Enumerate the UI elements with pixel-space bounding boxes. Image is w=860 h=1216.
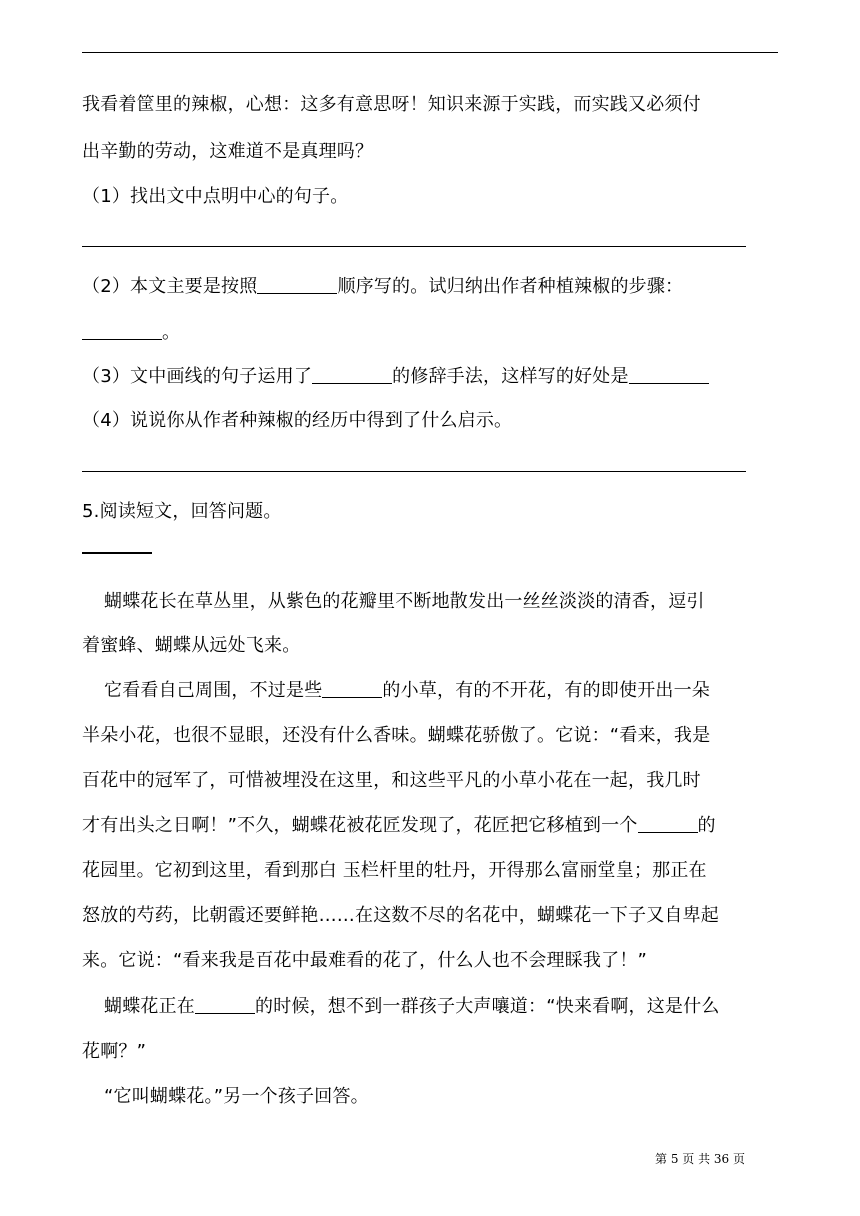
question-1: （1）找出文中点明中心的句子。 xyxy=(82,186,349,207)
paragraph-line: 花园里。它初到这里，看到那白 玉栏杆里的牡丹，开得那么富丽堂皇；那正在 xyxy=(82,860,707,881)
fill-blank[interactable] xyxy=(629,365,709,384)
question-3-text-b: 的修辞手法，这样写的好处是 xyxy=(392,366,629,387)
paragraph-line: 花啊？” xyxy=(82,1041,147,1062)
paragraph-line: 来。它说：“看来我是百花中最难看的花了，什么人也不会理睬我了！” xyxy=(82,950,648,971)
paragraph-line: 蝴蝶花长在草丛里，从紫色的花瓣里不断地散发出一丝丝淡淡的清香，逗引 xyxy=(104,591,705,612)
fill-blank[interactable] xyxy=(638,814,698,833)
text-line: 出辛勤的劳动，这难道不是真理吗？ xyxy=(82,141,374,162)
paragraph-text: 蝴蝶花正在 xyxy=(104,996,195,1017)
answer-line-4 xyxy=(82,471,746,472)
text-line: 我看着筐里的辣椒，心想：这多有意思呀！知识来源于实践，而实践又必须付 xyxy=(82,94,701,115)
question-2-text-a: （2）本文主要是按照 xyxy=(82,276,258,297)
paragraph-text: 的 xyxy=(697,815,716,836)
question-2 xyxy=(82,275,683,299)
section-5-heading: 5.阅读短文，回答问题。 xyxy=(82,501,282,522)
paragraph-text: 它看看自己周围，不过是些 xyxy=(104,680,323,701)
paragraph-line: “它叫蝴蝶花。”另一个孩子回答。 xyxy=(104,1086,369,1107)
paragraph-text: 的小草，有的不开花，有的即使开出一朵 xyxy=(382,680,711,701)
paragraph-text: 才有出头之日啊！”不久，蝴蝶花被花匠发现了，花匠把它移植到一个 xyxy=(82,815,638,836)
paragraph-line xyxy=(82,814,716,838)
question-4: （4）说说你从作者种辣椒的经历中得到了什么启示。 xyxy=(82,410,513,431)
fill-blank[interactable] xyxy=(82,321,162,340)
fill-blank[interactable] xyxy=(257,275,337,294)
paragraph-line xyxy=(104,679,710,703)
header-rule xyxy=(82,52,778,53)
paragraph-line xyxy=(104,995,720,1019)
paragraph-line: 半朵小花，也很不显眼，还没有什么香味。蝴蝶花骄傲了。它说：“看来，我是 xyxy=(82,725,711,746)
question-2-continued xyxy=(82,321,180,345)
question-3-text-a: （3）文中画线的句子运用了 xyxy=(82,366,313,387)
fill-blank[interactable] xyxy=(312,365,392,384)
paragraph-line: 着蜜蜂、蝴蝶从远处飞来。 xyxy=(82,635,301,656)
paragraph-line: 怒放的芍药，比朝霞还要鲜艳……在这数不尽的名花中，蝴蝶花一下子又自卑起 xyxy=(82,905,719,926)
question-3 xyxy=(82,365,709,389)
paragraph-text: 的时候，想不到一群孩子大声嚷道：“快来看啊，这是什么 xyxy=(255,996,720,1017)
fill-blank[interactable] xyxy=(195,995,255,1014)
page-footer: 第 5 页 共 36 页 xyxy=(655,1152,745,1166)
fill-blank[interactable] xyxy=(322,679,382,698)
title-placeholder-dashes xyxy=(82,552,152,554)
question-2-text-b: 顺序写的。试归纳出作者种植辣椒的步骤： xyxy=(337,276,684,297)
answer-line-1 xyxy=(82,246,746,247)
paragraph-line: 百花中的冠军了，可惜被埋没在这里，和这些平凡的小草小花在一起，我几时 xyxy=(82,770,701,791)
period: 。 xyxy=(162,322,181,343)
